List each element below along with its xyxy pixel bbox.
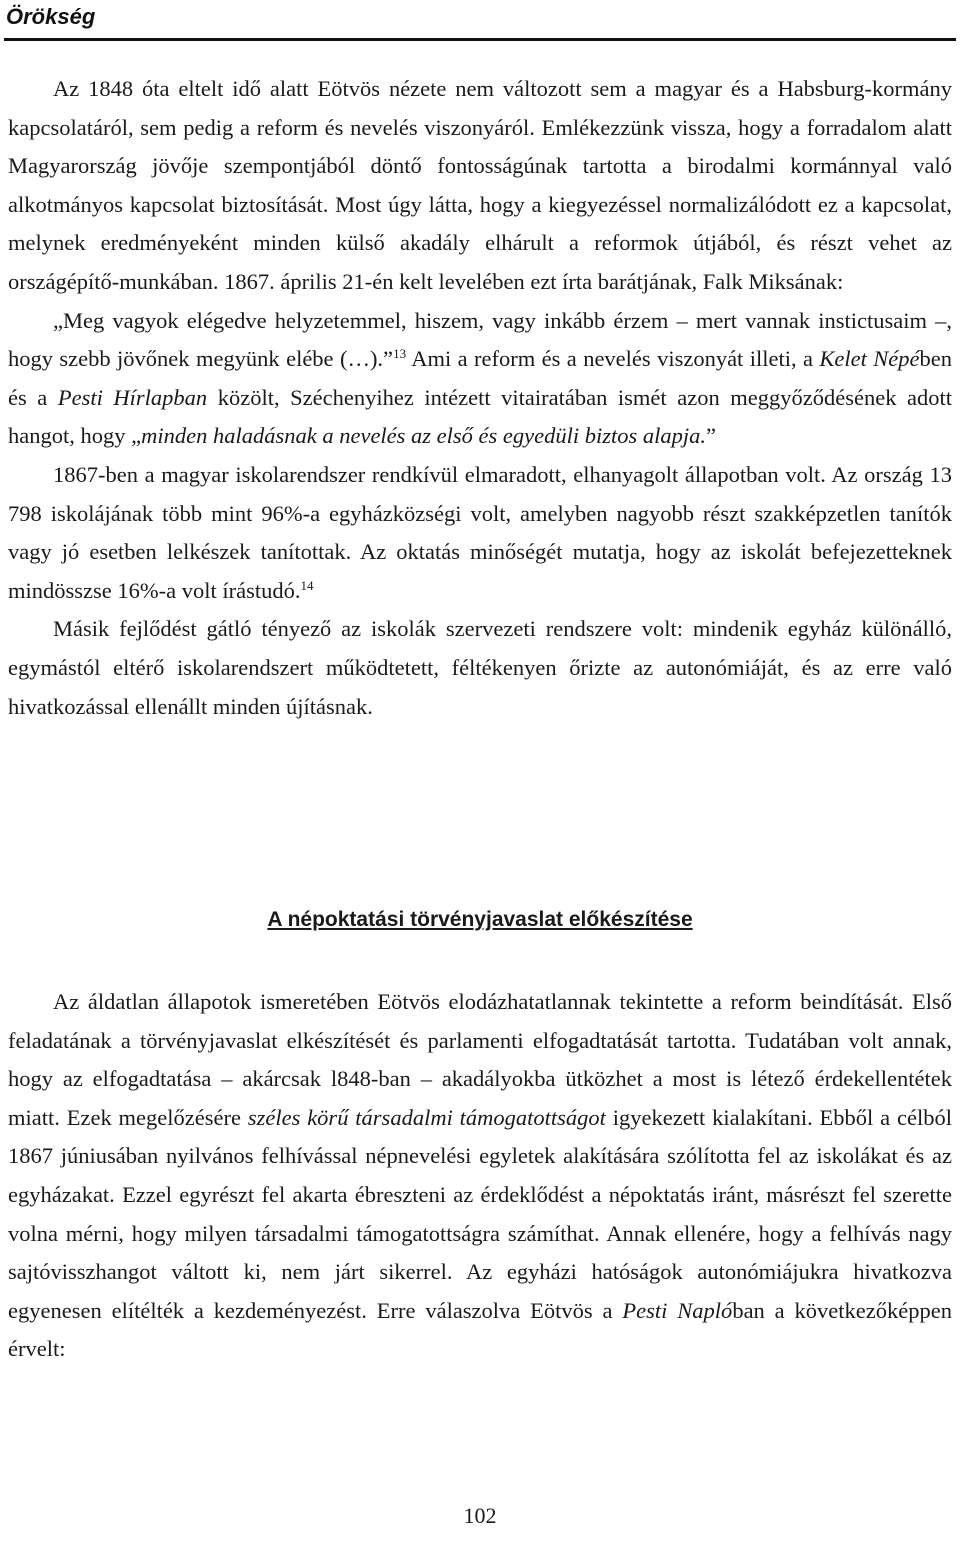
paragraph-3 — [8, 610, 952, 726]
paragraph-2 — [8, 456, 952, 610]
section-title: Örökség — [6, 4, 96, 29]
section-header — [4, 0, 956, 41]
paragraph-1-text: Az 1848 óta eltelt idő alatt Eötvös nézete nem változott sem a magyar és a Habsburg-kormány kapcsolatáról, sem pedig a reform és nevelés viszonyáról. Emlékezzünk vissza, hogy a forradalom alatt Magyarország jövője szempontjából döntő fontosságúnak tartotta a birodalmi kormánnyal való alkotmányos kapcsolat biztosítását. Most úgy látta, hogy a kiegyezéssel normalizálódott ez a kapcsolat, melynek eredményeként minden külső akadály elhárult a reformok útjából, és részt vehet az országépítő-munkában. 1867. április 21-én kelt levelében ezt írta barátjának, Falk Miksának: — [8, 76, 952, 294]
page-number: 102 — [463, 1503, 497, 1528]
quote-text: „Meg vagyok elégedve helyzetemmel, hiszem, vagy inkább érzem – mert vannak instictusaim –, hogy szebb jövőnek megyünk elébe (…).” — [8, 307, 952, 372]
paragraph-4-text-2: igyekezett kialakítani. Ebből a célból 1867 júniusában nyilvános felhívással népnevelési egyletek alakítására szólította fel az iskolákat és az egyházakat. Ezzel egyrészt fel akarta ébreszteni az érdeklődést a népoktatás iránt, másrészt fel szerette volna mérni, hogy milyen társadalmi támogatottságra számíthat. Annak ellenére, hogy a felhívás nagy sajtóvisszhangot váltott ki, nem járt sikerrel. Az egyházi hatóságok autonómiájukra hivatkozva egyenesen elítélték a kezdeményezést. Erre válaszolva Eötvös a — [8, 1104, 952, 1323]
italic-szeles-koru: széles körű társadalmi támogatottságot — [247, 1104, 606, 1130]
quote-text-2: Ami a reform és a nevelés viszonyát illeti, a — [406, 346, 820, 372]
paragraph-2-text: 1867-ben a magyar iskolarendszer rendkívül elmaradott, elhanyagolt állapotban volt. Az ország 13 798 iskolájának több mint 96%-a egyházközségi volt, amelyben nagyobb részt szakképzetlen tanítók vagy jó esetben lelkészek tanítottak. Az oktatás minőségét mutatja, hogy az iskolát befejezetteknek mindösszse 16%-a volt írástudó. — [8, 461, 952, 603]
italic-pesti-hirlap: Pesti Hírlapban — [57, 384, 208, 410]
paragraph-4 — [8, 983, 952, 1369]
footnote-ref-13: 13 — [393, 346, 407, 362]
body-text-upper — [8, 70, 952, 726]
footnote-ref-14: 14 — [300, 577, 314, 593]
quote-close: ” — [706, 423, 717, 449]
italic-pesti-naplo: Pesti Napló — [622, 1297, 733, 1323]
body-text-lower — [8, 983, 952, 1369]
italic-quote-minden-haladas: minden haladásnak a nevelés az első és egyedüli biztos alapja. — [141, 423, 707, 449]
section-heading — [0, 908, 960, 932]
paragraph-1 — [8, 70, 952, 302]
paragraph-quote — [8, 302, 952, 456]
italic-kelet-nepe: Kelet Népé — [819, 346, 920, 372]
quote-text-3: ben és a — [8, 346, 953, 410]
paragraph-3-text: Másik fejlődést gátló tényező az iskolák szervezeti rendszere volt: mindenik egyház különálló, egymástól eltérő iskolarendszert működtetett, féltékenyen őrizte az autonómiáját, és az erre való hivatkozással ellenállt minden újításnak. — [8, 616, 952, 719]
paragraph-4-text-3: ban a következőképpen érvelt: — [8, 1297, 952, 1362]
section-heading-text: A népoktatási törvényjavaslat előkészítése — [267, 908, 693, 931]
quote-text-4: közölt, Széchenyihez intézett vitairatában ismét azon meggyőződésének adott hangot, hogy „ — [8, 384, 953, 449]
paragraph-4-text: Az áldatlan állapotok ismeretében Eötvös elodázhatatlannak tekintette a reform beindítását. Első feladatának a törvényjavaslat elkészítését és parlamenti elfogadtatását tartotta. Tudatában volt annak, hogy az elfogadtatása – akárcsak l848-ban – akadályokba ütközhet a most is létező érdekellentétek miatt. Ezek megelőzésére — [8, 989, 952, 1130]
